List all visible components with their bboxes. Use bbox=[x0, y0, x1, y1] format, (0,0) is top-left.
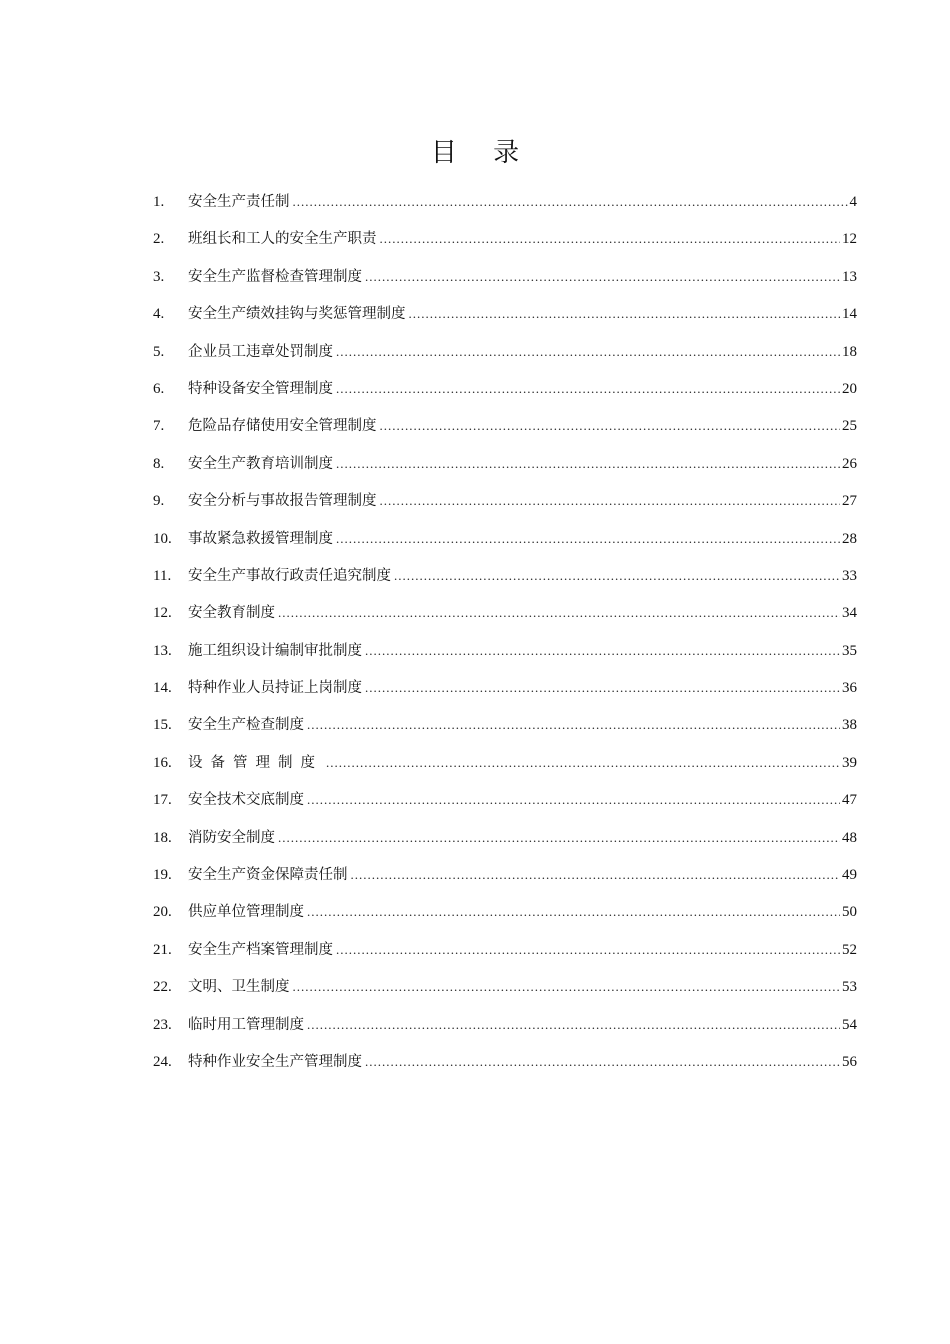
toc-entry-page: 49 bbox=[842, 867, 857, 884]
toc-entry-page: 27 bbox=[842, 493, 857, 510]
toc-entry-page: 50 bbox=[842, 904, 857, 921]
toc-entry-page: 38 bbox=[842, 717, 857, 734]
toc-dot-leader bbox=[307, 781, 840, 818]
toc-entry[interactable] bbox=[153, 781, 857, 818]
toc-dot-leader bbox=[380, 407, 841, 444]
toc-dot-leader bbox=[336, 520, 840, 557]
toc-entry-title: 安全生产责任制 bbox=[188, 194, 290, 210]
toc-dot-leader bbox=[278, 819, 840, 856]
toc-dot-leader bbox=[365, 1043, 840, 1080]
toc-entry-title: 临时用工管理制度 bbox=[188, 1016, 304, 1033]
toc-dot-leader bbox=[307, 1006, 840, 1043]
toc-entry-title: 安全生产档案管理制度 bbox=[188, 941, 333, 958]
toc-entry-number: 19. bbox=[153, 867, 172, 884]
toc-entry-title: 安全分析与事故报告管理制度 bbox=[188, 493, 377, 510]
toc-entry-number: 5. bbox=[153, 343, 165, 360]
toc-entry[interactable] bbox=[153, 333, 857, 370]
toc-entry[interactable] bbox=[153, 220, 857, 257]
toc-entry[interactable] bbox=[153, 1043, 857, 1080]
toc-entry-title: 安全生产绩效挂钩与奖惩管理制度 bbox=[188, 306, 406, 323]
toc-dot-leader bbox=[293, 183, 848, 220]
toc-entry-number: 17. bbox=[153, 792, 172, 809]
toc-entry-title: 企业员工违章处罚制度 bbox=[188, 343, 333, 360]
toc-entry-number: 20. bbox=[153, 904, 172, 921]
toc-entry-number: 14. bbox=[153, 680, 172, 697]
toc-entry[interactable] bbox=[153, 706, 857, 743]
toc-dot-leader bbox=[380, 482, 841, 519]
toc-entry-title: 安全生产事故行政责任追究制度 bbox=[188, 567, 391, 584]
toc-entry-number: 4. bbox=[153, 306, 165, 323]
toc-entry[interactable] bbox=[153, 893, 857, 930]
toc-entry-title: 设备管理制度 bbox=[188, 754, 323, 771]
toc-dot-leader bbox=[307, 706, 840, 743]
toc-entry[interactable] bbox=[153, 931, 857, 968]
toc-entry-page: 53 bbox=[842, 979, 857, 996]
toc-entry-page: 13 bbox=[842, 268, 857, 285]
toc-entry-page: 48 bbox=[842, 829, 857, 846]
toc-dot-leader bbox=[409, 295, 841, 332]
toc-entry-title: 消防安全制度 bbox=[188, 829, 275, 846]
toc-entry-number: 12. bbox=[153, 605, 172, 622]
toc-dot-leader bbox=[351, 856, 841, 893]
toc-entry[interactable] bbox=[153, 557, 857, 594]
toc-dot-leader bbox=[365, 258, 840, 295]
toc-entry-page: 52 bbox=[842, 941, 857, 958]
toc-entry-title: 安全技术交底制度 bbox=[188, 792, 304, 809]
toc-entry-title: 特种作业人员持证上岗制度 bbox=[188, 680, 362, 697]
toc-entry-number: 21. bbox=[153, 941, 172, 958]
toc-entry[interactable] bbox=[153, 183, 857, 220]
toc-entry-page: 33 bbox=[842, 567, 857, 584]
toc-entry-page: 54 bbox=[842, 1016, 857, 1033]
toc-entry-title: 安全教育制度 bbox=[188, 605, 275, 622]
toc-entry-page: 56 bbox=[842, 1053, 857, 1070]
toc-dot-leader bbox=[326, 744, 840, 781]
toc-dot-leader bbox=[336, 445, 840, 482]
toc-dot-leader bbox=[380, 220, 841, 257]
toc-entry-title: 班组长和工人的安全生产职责 bbox=[188, 231, 377, 248]
toc-entry[interactable] bbox=[153, 370, 857, 407]
toc-entry[interactable] bbox=[153, 669, 857, 706]
toc-dot-leader bbox=[365, 669, 840, 706]
toc-entry-page: 20 bbox=[842, 380, 857, 397]
toc-entry[interactable] bbox=[153, 744, 857, 781]
toc-title: 目 录 bbox=[430, 138, 534, 168]
toc-entry-number: 22. bbox=[153, 979, 172, 996]
toc-entry-number: 13. bbox=[153, 642, 172, 659]
toc-entry-number: 6. bbox=[153, 380, 165, 397]
toc-entry[interactable] bbox=[153, 407, 857, 444]
toc-entry-number: 9. bbox=[153, 493, 165, 510]
toc-dot-leader bbox=[394, 557, 840, 594]
toc-entry-number: 18. bbox=[153, 829, 172, 846]
toc-entry[interactable] bbox=[153, 632, 857, 669]
toc-entry-page: 26 bbox=[842, 455, 857, 472]
toc-entry-number: 7. bbox=[153, 418, 165, 435]
toc-entry-title: 安全生产检查制度 bbox=[188, 717, 304, 734]
toc-entry[interactable] bbox=[153, 295, 857, 332]
toc-entry-number: 8. bbox=[153, 455, 165, 472]
toc-entry-page: 25 bbox=[842, 418, 857, 435]
toc-dot-leader bbox=[365, 632, 840, 669]
toc-entry-number: 24. bbox=[153, 1053, 172, 1070]
toc-entry-title: 安全生产教育培训制度 bbox=[188, 455, 333, 472]
toc-entry-page: 14 bbox=[842, 306, 857, 323]
toc-entry-title: 事故紧急救援管理制度 bbox=[188, 530, 333, 547]
toc-entry-number: 11. bbox=[153, 567, 172, 584]
toc-entry[interactable] bbox=[153, 1006, 857, 1043]
toc-entry-page: 39 bbox=[842, 754, 857, 771]
toc-dot-leader bbox=[336, 333, 840, 370]
toc-entry[interactable] bbox=[153, 856, 857, 893]
toc-entry-title: 特种设备安全管理制度 bbox=[188, 380, 333, 397]
toc-entry-page: 34 bbox=[842, 605, 857, 622]
toc-entry-title: 文明、卫生制度 bbox=[188, 979, 290, 996]
toc-dot-leader bbox=[307, 893, 840, 930]
toc-entry-number: 10. bbox=[153, 530, 172, 547]
toc-entry-page: 47 bbox=[842, 792, 857, 809]
toc-list bbox=[153, 183, 857, 1080]
toc-dot-leader bbox=[336, 370, 840, 407]
toc-entry-page: 18 bbox=[842, 343, 857, 360]
toc-dot-leader bbox=[293, 968, 841, 1005]
toc-entry-page: 36 bbox=[842, 680, 857, 697]
toc-entry-title: 危险品存储使用安全管理制度 bbox=[188, 418, 377, 435]
toc-entry[interactable] bbox=[153, 482, 857, 519]
toc-dot-leader bbox=[336, 931, 840, 968]
toc-entry-page: 4 bbox=[849, 194, 857, 210]
toc-entry-number: 3. bbox=[153, 268, 165, 285]
toc-entry-title: 特种作业安全生产管理制度 bbox=[188, 1053, 362, 1070]
toc-entry-page: 12 bbox=[842, 231, 857, 248]
toc-entry[interactable] bbox=[153, 968, 857, 1005]
toc-entry-title: 供应单位管理制度 bbox=[188, 904, 304, 921]
toc-entry-title: 安全生产监督检查管理制度 bbox=[188, 268, 362, 285]
toc-entry-number: 1. bbox=[153, 194, 165, 210]
toc-entry-page: 35 bbox=[842, 642, 857, 659]
toc-entry[interactable] bbox=[153, 258, 857, 295]
toc-entry[interactable] bbox=[153, 819, 857, 856]
toc-entry-number: 2. bbox=[153, 231, 165, 248]
toc-entry-number: 23. bbox=[153, 1016, 172, 1033]
toc-entry-number: 16. bbox=[153, 754, 172, 771]
toc-entry-number: 15. bbox=[153, 717, 172, 734]
toc-entry[interactable] bbox=[153, 445, 857, 482]
toc-entry-title: 安全生产资金保障责任制 bbox=[188, 867, 348, 884]
toc-entry-page: 28 bbox=[842, 530, 857, 547]
toc-entry-title: 施工组织设计编制审批制度 bbox=[188, 642, 362, 659]
toc-entry[interactable] bbox=[153, 520, 857, 557]
toc-dot-leader bbox=[278, 594, 840, 631]
toc-entry[interactable] bbox=[153, 594, 857, 631]
